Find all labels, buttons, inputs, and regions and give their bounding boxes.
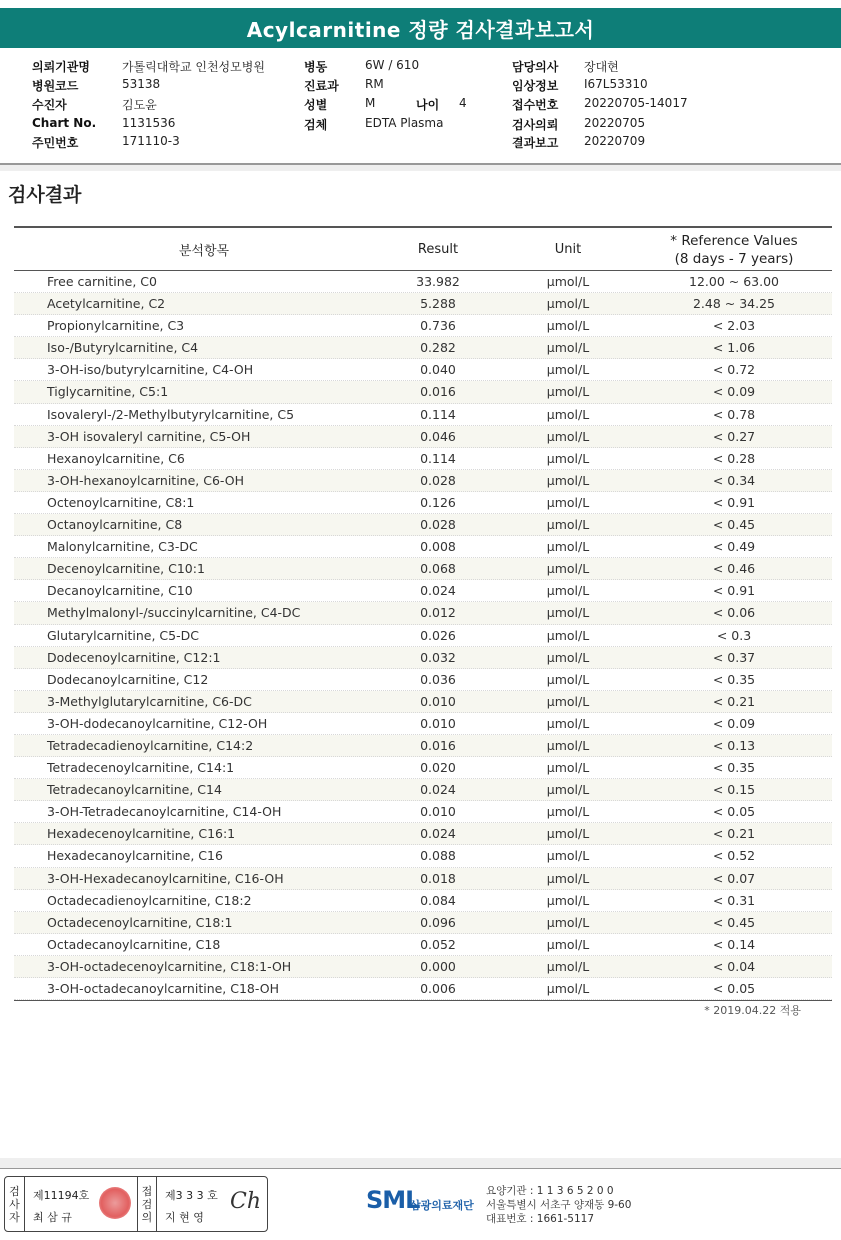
header-reference-line2: (8 days - 7 years) — [674, 250, 794, 267]
reference-cell: < 0.05 — [712, 804, 756, 820]
dept-label: 진료과 — [304, 79, 339, 93]
result-cell: 0.046 — [420, 428, 456, 444]
analyte-cell: Malonylcarnitine, C3-DC — [47, 539, 198, 555]
unit-cell: μmol/L — [546, 318, 590, 334]
doctor-label: 담당의사 — [512, 60, 559, 74]
result-cell: 0.028 — [420, 517, 456, 533]
unit-cell: μmol/L — [546, 428, 590, 444]
result-cell: 0.026 — [420, 627, 456, 643]
result-cell: 0.282 — [420, 340, 456, 356]
reviewer-name: 지 현 영 — [165, 1211, 204, 1224]
table-row — [14, 293, 832, 315]
unit-cell: μmol/L — [546, 981, 590, 996]
lab-name: 삼광의료재단 — [410, 1199, 474, 1212]
analyte-cell: 3-OH-Hexadecanoylcarnitine, C16-OH — [47, 870, 284, 886]
reviewer-license: 제3 3 3 호 — [165, 1189, 218, 1202]
request-value: 20220705 — [584, 116, 646, 130]
unit-cell: μmol/L — [546, 760, 590, 776]
result-cell: 0.736 — [420, 318, 456, 334]
patient-label: 수진자 — [32, 98, 67, 112]
header-unit: Unit — [554, 242, 582, 257]
result-cell: 0.114 — [420, 406, 456, 422]
unit-cell: μmol/L — [546, 494, 590, 510]
table-row — [14, 823, 832, 845]
result-cell: 33.982 — [416, 274, 460, 289]
result-cell: 0.036 — [420, 671, 456, 687]
analyte-cell: Acetylcarnitine, C2 — [47, 296, 166, 312]
header-reference-line1: * Reference Values — [670, 232, 798, 249]
table-row — [14, 779, 832, 801]
unit-cell: μmol/L — [546, 539, 590, 555]
table-row — [14, 404, 832, 426]
table-row — [14, 448, 832, 470]
unit-cell: μmol/L — [546, 958, 590, 974]
analyte-cell: Dodecanoylcarnitine, C12 — [47, 671, 209, 687]
reference-cell: < 0.35 — [712, 760, 756, 776]
table-row — [14, 558, 832, 580]
footnote: * 2019.04.22 적용 — [704, 1004, 801, 1017]
footer-divider — [0, 1168, 841, 1169]
tester-name: 최 삼 규 — [33, 1211, 72, 1224]
reference-cell: < 0.49 — [712, 539, 756, 555]
result-cell: 0.006 — [420, 981, 456, 996]
unit-cell: μmol/L — [546, 914, 590, 930]
specimen-value: EDTA Plasma — [365, 116, 444, 130]
table-row — [14, 845, 832, 867]
institution-label: 의뢰기관명 — [32, 60, 90, 74]
table-row — [14, 912, 832, 934]
analyte-cell: Tetradecenoylcarnitine, C14:1 — [47, 760, 235, 776]
tester-license: 제11194호 — [33, 1189, 90, 1202]
header-result: Result — [417, 242, 459, 257]
lab-address: 서울특별시 서초구 양재동 9-60 — [486, 1199, 632, 1211]
table-row — [14, 647, 832, 669]
table-row — [14, 934, 832, 956]
receipt-label: 접수번호 — [512, 98, 559, 112]
result-cell: 0.052 — [420, 936, 456, 952]
result-cell: 0.024 — [420, 782, 456, 798]
analyte-cell: 3-OH-dodecanoylcarnitine, C12-OH — [47, 715, 268, 731]
reference-cell: < 0.28 — [712, 450, 756, 466]
reference-cell: < 0.14 — [712, 936, 756, 952]
reference-cell: < 0.52 — [712, 848, 756, 864]
patient-value: 김도윤 — [122, 98, 157, 112]
reference-cell: < 0.35 — [712, 671, 756, 687]
report-title: Acylcarnitine 정량 검사결과보고서 — [0, 8, 841, 48]
result-cell: 0.126 — [420, 494, 456, 510]
header-analyte: 분석항목 — [178, 244, 230, 259]
reference-cell: < 0.07 — [712, 870, 756, 886]
unit-cell: μmol/L — [546, 605, 590, 621]
reference-cell: < 0.91 — [712, 583, 756, 599]
result-cell: 0.018 — [420, 870, 456, 886]
reviewer-vertical-label: 접 검 의 — [137, 1177, 157, 1231]
reference-cell: 12.00 ~ 63.00 — [689, 274, 779, 289]
tester-vertical-label: 검 사 자 — [5, 1177, 25, 1231]
reference-cell: < 0.45 — [712, 914, 756, 930]
result-cell: 0.084 — [420, 892, 456, 908]
unit-cell: μmol/L — [546, 693, 590, 709]
analyte-cell: 3-OH isovaleryl carnitine, C5-OH — [47, 428, 251, 444]
result-cell: 0.024 — [420, 826, 456, 842]
table-row — [14, 625, 832, 647]
unit-cell: μmol/L — [546, 561, 590, 577]
result-cell: 0.008 — [420, 539, 456, 555]
result-cell: 5.288 — [420, 296, 456, 312]
table-row — [14, 271, 832, 293]
reference-cell: < 0.06 — [712, 605, 756, 621]
reference-cell: < 0.46 — [712, 561, 756, 577]
table-row — [14, 337, 832, 359]
result-cell: 0.020 — [420, 760, 456, 776]
analyte-cell: Tetradecadienoylcarnitine, C14:2 — [47, 737, 254, 753]
unit-cell: μmol/L — [546, 384, 590, 400]
table-body — [14, 271, 832, 1000]
result-cell: 0.028 — [420, 472, 456, 488]
table-row — [14, 735, 832, 757]
table-row — [14, 713, 832, 735]
analyte-cell: Propionylcarnitine, C3 — [47, 318, 185, 334]
age-value: 4 — [459, 96, 467, 110]
unit-cell: μmol/L — [546, 583, 590, 599]
analyte-cell: Hexadecanoylcarnitine, C16 — [47, 848, 223, 864]
unit-cell: μmol/L — [546, 671, 590, 687]
analyte-cell: 3-OH-iso/butyrylcarnitine, C4-OH — [47, 362, 254, 378]
unit-cell: μmol/L — [546, 406, 590, 422]
result-cell: 0.088 — [420, 848, 456, 864]
reference-cell: < 0.31 — [712, 892, 756, 908]
unit-cell: μmol/L — [546, 649, 590, 665]
unit-cell: μmol/L — [546, 627, 590, 643]
unit-cell: μmol/L — [546, 892, 590, 908]
patient-info — [0, 54, 841, 166]
table-row — [14, 602, 832, 624]
table-bottom-line — [14, 1000, 832, 1001]
lab-info — [486, 1184, 631, 1226]
table-row — [14, 514, 832, 536]
unit-cell: μmol/L — [546, 936, 590, 952]
analyte-cell: Hexadecenoylcarnitine, C16:1 — [47, 826, 236, 842]
section-title: 검사결과 — [8, 184, 82, 206]
result-cell: 0.040 — [420, 362, 456, 378]
table-header — [14, 226, 832, 271]
reference-cell: < 0.05 — [712, 981, 756, 996]
reference-cell: 2.48 ~ 34.25 — [692, 296, 776, 312]
unit-cell: μmol/L — [546, 296, 590, 312]
signature-box — [4, 1176, 268, 1232]
unit-cell: μmol/L — [546, 848, 590, 864]
resident-label: 주민번호 — [32, 136, 79, 150]
analyte-cell: Methylmalonyl-/succinylcarnitine, C4-DC — [47, 605, 301, 621]
analyte-cell: Dodecenoylcarnitine, C12:1 — [47, 649, 221, 665]
doctor-value: 장대현 — [584, 60, 619, 74]
unit-cell: μmol/L — [546, 362, 590, 378]
unit-cell: μmol/L — [546, 274, 590, 289]
analyte-cell: Hexanoylcarnitine, C6 — [47, 450, 185, 466]
reference-cell: < 0.15 — [712, 782, 756, 798]
reference-cell: < 1.06 — [712, 340, 756, 356]
table-row — [14, 359, 832, 381]
table-row — [14, 978, 832, 1000]
analyte-cell: Glutarylcarnitine, C5-DC — [47, 627, 199, 643]
results-table — [14, 226, 832, 1001]
analyte-cell: Tiglycarnitine, C5:1 — [47, 384, 169, 400]
chart-value: 1131536 — [122, 116, 176, 130]
result-cell: 0.012 — [420, 605, 456, 621]
footer-band — [0, 1158, 841, 1168]
hospital-code-label: 병원코드 — [32, 79, 79, 93]
seal-stamp-icon — [99, 1187, 131, 1219]
report-date-label: 결과보고 — [512, 136, 559, 150]
lab-code: 요양기관 : 1 1 3 6 5 2 0 0 — [486, 1185, 614, 1197]
reference-cell: < 0.13 — [712, 737, 756, 753]
analyte-cell: 3-OH-hexanoylcarnitine, C6-OH — [47, 472, 245, 488]
divider-band — [0, 165, 841, 171]
table-row — [14, 381, 832, 403]
unit-cell: μmol/L — [546, 450, 590, 466]
unit-cell: μmol/L — [546, 826, 590, 842]
unit-cell: μmol/L — [546, 472, 590, 488]
table-row — [14, 536, 832, 558]
reference-cell: < 0.45 — [712, 517, 756, 533]
table-row — [14, 757, 832, 779]
analyte-cell: Decanoylcarnitine, C10 — [47, 583, 193, 599]
analyte-cell: 3-OH-Tetradecanoylcarnitine, C14-OH — [47, 804, 282, 820]
hospital-code-value: 53138 — [122, 77, 161, 91]
analyte-cell: Octanoylcarnitine, C8 — [47, 517, 183, 533]
analyte-cell: Octadecanoylcarnitine, C18 — [47, 936, 221, 952]
request-label: 검사의뢰 — [512, 118, 559, 132]
table-row — [14, 868, 832, 890]
reference-cell: < 0.04 — [712, 958, 756, 974]
reference-cell: < 0.27 — [712, 428, 756, 444]
analyte-cell: Free carnitine, C0 — [47, 274, 157, 289]
reference-cell: < 0.78 — [712, 406, 756, 422]
result-cell: 0.096 — [420, 914, 456, 930]
unit-cell: μmol/L — [546, 340, 590, 356]
result-cell: 0.016 — [420, 737, 456, 753]
unit-cell: μmol/L — [546, 517, 590, 533]
analyte-cell: Isovaleryl-/2-Methylbutyrylcarnitine, C5 — [47, 406, 295, 422]
result-cell: 0.068 — [420, 561, 456, 577]
clinical-label: 임상정보 — [512, 79, 559, 93]
sml-logo-icon: SML — [366, 1186, 420, 1214]
analyte-cell: Octenoylcarnitine, C8:1 — [47, 494, 195, 510]
table-row — [14, 801, 832, 823]
signature-icon: Ch — [230, 1189, 262, 1214]
analyte-cell: Iso-/Butyrylcarnitine, C4 — [47, 340, 199, 356]
chart-label: Chart No. — [32, 116, 97, 130]
clinical-value: I67L53310 — [584, 77, 648, 91]
analyte-cell: 3-OH-octadecanoylcarnitine, C18-OH — [47, 981, 279, 996]
reference-cell: < 0.91 — [712, 494, 756, 510]
analyte-cell: Octadecenoylcarnitine, C18:1 — [47, 914, 233, 930]
reference-cell: < 0.09 — [712, 715, 756, 731]
result-cell: 0.024 — [420, 583, 456, 599]
header-reference — [636, 228, 832, 271]
table-row — [14, 691, 832, 713]
analyte-cell: Octadecadienoylcarnitine, C18:2 — [47, 892, 252, 908]
table-row — [14, 956, 832, 978]
result-cell: 0.032 — [420, 649, 456, 665]
dept-value: RM — [365, 77, 384, 91]
unit-cell: μmol/L — [546, 737, 590, 753]
sex-value: M — [365, 96, 376, 110]
analyte-cell: Tetradecanoylcarnitine, C14 — [47, 782, 222, 798]
reference-cell: < 0.21 — [712, 826, 756, 842]
reference-cell: < 0.34 — [712, 472, 756, 488]
reference-cell: < 0.72 — [712, 362, 756, 378]
lab-phone: 대표번호 : 1661-5117 — [486, 1213, 595, 1225]
analyte-cell: Decenoylcarnitine, C10:1 — [47, 561, 205, 577]
unit-cell: μmol/L — [546, 804, 590, 820]
institution-value: 가톨릭대학교 인천성모병원 — [122, 60, 265, 74]
analyte-cell: 3-Methylglutarylcarnitine, C6-DC — [47, 693, 252, 709]
report-date-value: 20220709 — [584, 134, 646, 148]
resident-value: 171110-3 — [122, 134, 180, 148]
unit-cell: μmol/L — [546, 782, 590, 798]
analyte-cell: 3-OH-octadecenoylcarnitine, C18:1-OH — [47, 958, 292, 974]
ward-label: 병동 — [304, 60, 328, 74]
reference-cell: < 0.37 — [712, 649, 756, 665]
result-cell: 0.000 — [420, 958, 456, 974]
table-row — [14, 890, 832, 912]
sex-label: 성별 — [304, 98, 328, 112]
receipt-value: 20220705-14017 — [584, 96, 688, 110]
unit-cell: μmol/L — [546, 715, 590, 731]
specimen-label: 검체 — [304, 118, 328, 132]
reference-cell: < 0.3 — [716, 627, 752, 643]
table-row — [14, 492, 832, 514]
ward-value: 6W / 610 — [365, 58, 420, 72]
reference-cell: < 0.09 — [712, 384, 756, 400]
result-cell: 0.114 — [420, 450, 456, 466]
result-cell: 0.010 — [420, 693, 456, 709]
table-row — [14, 669, 832, 691]
result-cell: 0.010 — [420, 804, 456, 820]
table-row — [14, 426, 832, 448]
table-row — [14, 315, 832, 337]
result-cell: 0.016 — [420, 384, 456, 400]
reference-cell: < 2.03 — [712, 318, 756, 334]
table-row — [14, 470, 832, 492]
table-row — [14, 580, 832, 602]
age-label: 나이 — [416, 98, 440, 112]
unit-cell: μmol/L — [546, 870, 590, 886]
result-cell: 0.010 — [420, 715, 456, 731]
reference-cell: < 0.21 — [712, 693, 756, 709]
